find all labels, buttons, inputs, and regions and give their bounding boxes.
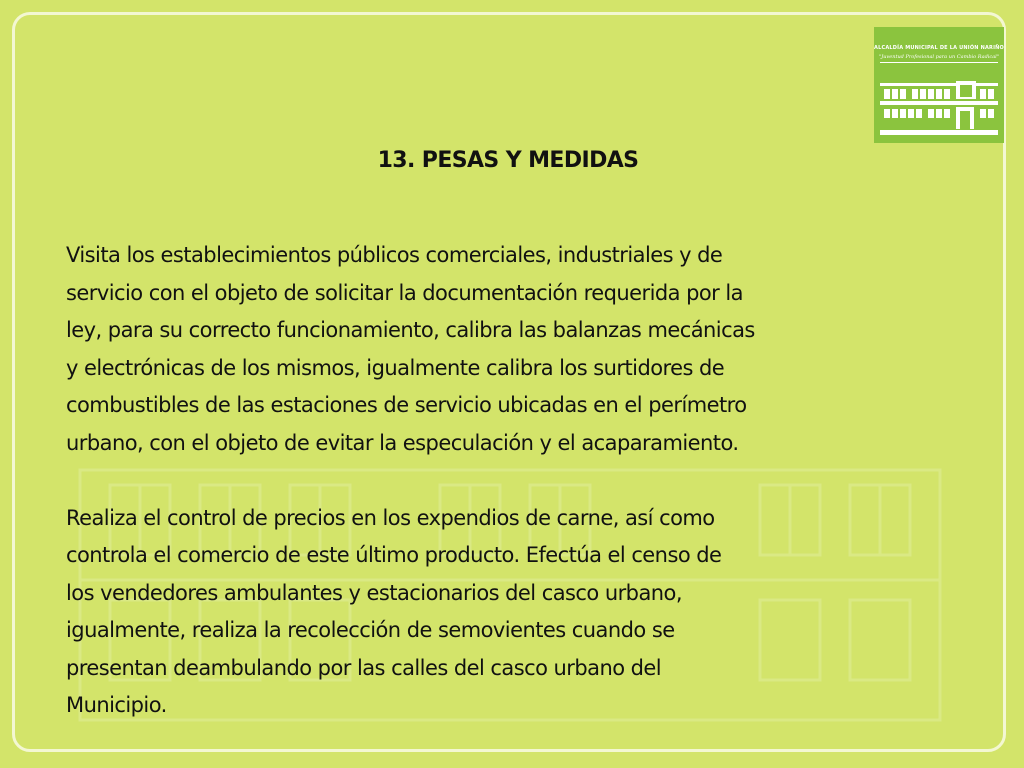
text-line: presentan deambulando por las calles del casco urbano del [66, 655, 662, 680]
text-line: y electrónicas de los mismos, igualmente calibra los surtidores de [66, 355, 725, 380]
logo-title: ALCALDÍA MUNICIPAL DE LA UNIÓN NARIÑO [874, 45, 1004, 51]
text-line: Visita los establecimientos públicos comerciales, industriales y de [66, 243, 723, 267]
text-line: servicio con el objeto de solicitar la documentación requerida por la [66, 280, 743, 305]
text-line: Realiza el control de precios en los expendios de carne, así como [66, 505, 715, 530]
text-line: ley, para su correcto funcionamiento, calibra las balanzas mecánicas [66, 318, 755, 342]
slide-body [66, 237, 966, 725]
slide-title: 13. PESAS Y MEDIDAS [377, 148, 639, 173]
text-line: controla el comercio de este último producto. Efectúa el censo de [66, 543, 722, 567]
text-line: urbano, con el objeto de evitar la especulación y el acaparamiento. [66, 430, 739, 455]
paragraph-1 [66, 237, 966, 462]
text-line: combustibles de las estaciones de servicio ubicadas en el perímetro [66, 393, 747, 417]
logo-subtitle: "Juventud Profesional para un Cambio Radical" [878, 54, 1000, 60]
town-hall-icon [878, 75, 1000, 137]
text-line: igualmente, realiza la recolección de semovientes cuando se [66, 618, 675, 642]
paragraph-2 [66, 500, 966, 725]
text-line: los vendedores ambulantes y estacionarios del casco urbano, [66, 580, 682, 605]
municipal-logo [874, 27, 1004, 143]
text-line: Municipio. [66, 693, 167, 717]
logo-divider [880, 62, 998, 63]
